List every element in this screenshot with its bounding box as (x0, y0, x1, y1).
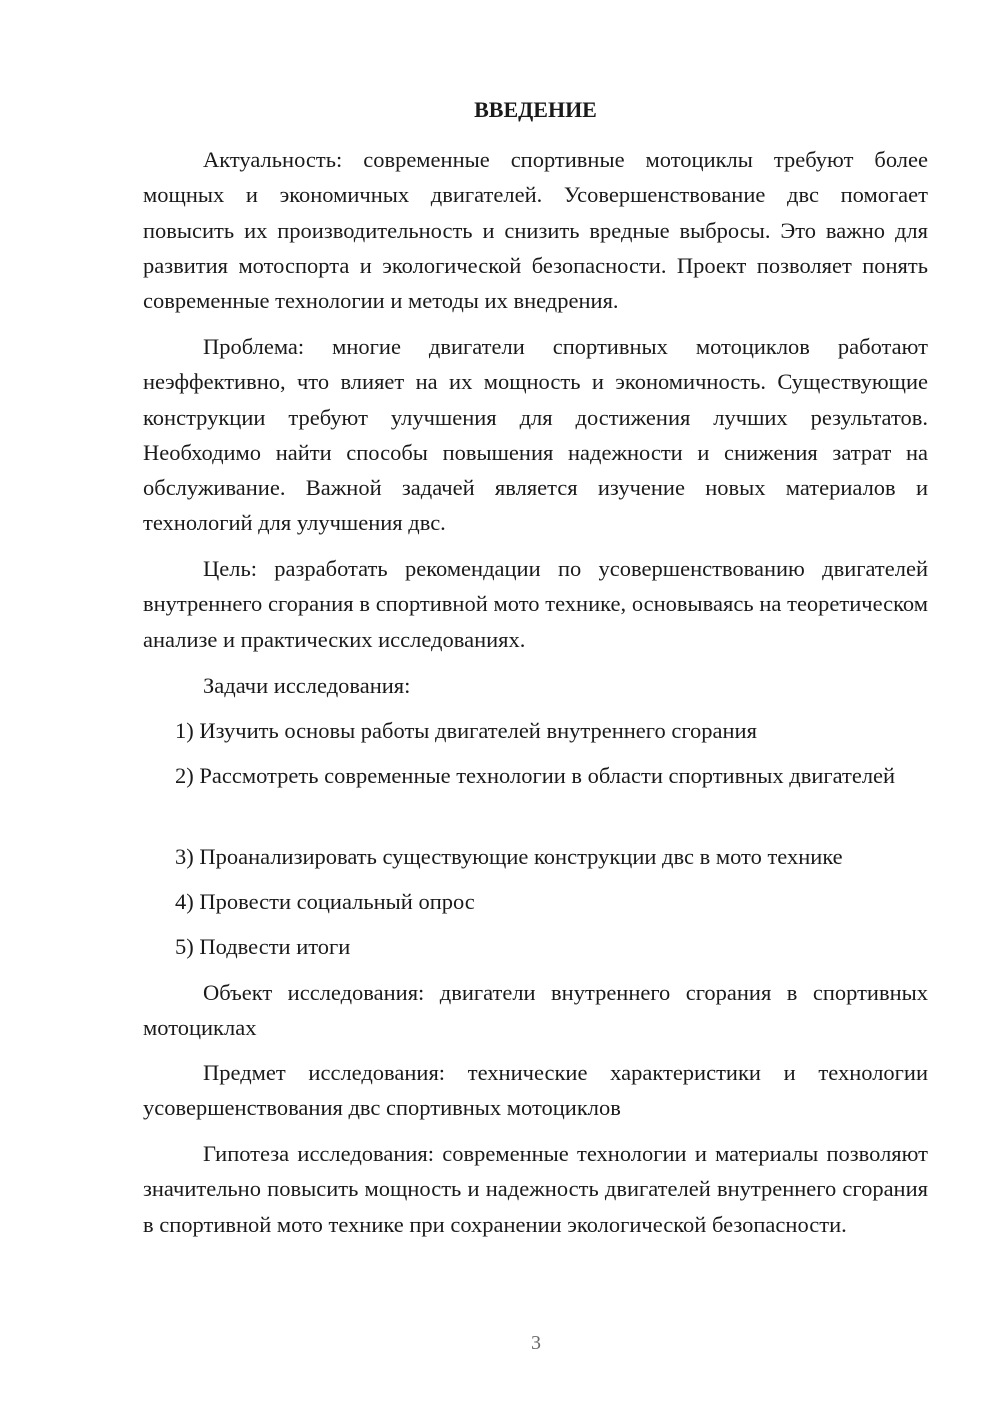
list-item: 4) Провести социальный опрос (175, 889, 475, 914)
paragraph-problem: Проблема: многие двигатели спортивных мотоциклов работают неэффективно, что влияет на их мощность и экономичность. Существующие конструкции требуют улучшения для достижения лучших результатов. Необходимо найти способы повышения надежности и снижения затрат на обслуживание. Важной задачей является изучение новых материалов и технологий для улучшения двс. (143, 334, 928, 536)
paragraph-tasks-heading: Задачи исследования: (203, 673, 411, 698)
list-item: 1) Изучить основы работы двигателей внутреннего сгорания (175, 718, 757, 743)
paragraph-subject: Предмет исследования: технические характеристики и технологии усовершенствования двс спортивных мотоциклов (143, 1060, 928, 1121)
paragraph-object: Объект исследования: двигатели внутреннего сгорания в спортивных мотоциклах (143, 980, 928, 1041)
paragraph-hypothesis: Гипотеза исследования: современные технологии и материалы позволяют значительно повысить мощность и надежность двигателей внутреннего сгорания в спортивной мото технике при сохранении экологической безопасности. (143, 1141, 928, 1237)
list-item: 2) Рассмотреть современные технологии в области спортивных двигателей (175, 763, 896, 788)
paragraph-goal: Цель: разработать рекомендации по усовершенствованию двигателей внутреннего сгорания в спортивной мото технике, основываясь на теоретическом анализе и практических исследованиях. (143, 556, 928, 652)
list-item: 5) Подвести итоги (175, 934, 351, 959)
paragraph-relevance: Актуальность: современные спортивные мотоциклы требуют более мощных и экономичных двигателей. Усовершенствование двс помогает повысить их производительность и снизить вредные выбросы. Это важно для развития мотоспорта и экологической безопасности. Проект позволяет понять современные технологии и методы их внедрения. (143, 147, 928, 314)
page-title: ВВЕДЕНИЕ (474, 97, 597, 122)
list-item: 3) Проанализировать существующие конструкции двс в мото технике (175, 844, 843, 869)
page-number: 3 (531, 1332, 541, 1354)
